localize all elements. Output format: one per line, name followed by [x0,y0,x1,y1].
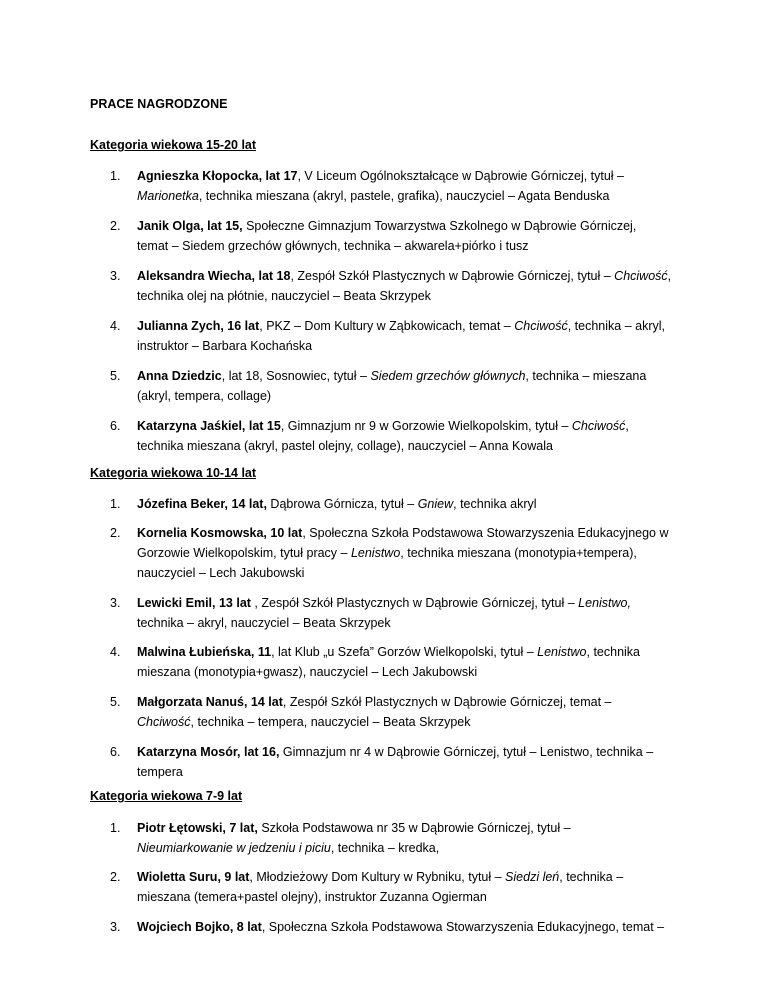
list-item-text [137,523,697,583]
work-title: Chciwość [571,419,626,433]
list-item-number: 1. [110,821,121,835]
work-title: Marionetka [137,189,199,203]
text-line [137,712,697,732]
text-segment: , Gimnazjum nr 9 w Gorzowie Wielkopolskim, tytuł – [280,419,572,433]
text-segment: , Społeczna Szkoła Podstawowa Stowarzyszenia Edukacyjnego, temat – [261,920,665,934]
list-item-text [137,266,697,306]
list-item-text [137,917,697,937]
text-segment: (akryl, tempera, collage) [137,389,272,403]
list-item-number: 4. [110,645,121,659]
author-name: Małgorzata Nanuś, 14 lat [137,695,283,709]
list-item-text [137,818,697,858]
text-segment: Gorzowie Wielkopolskim, tytuł pracy – [137,546,351,560]
author-name: Anna Dziedzic [137,369,222,383]
category-heading: Kategoria wiekowa 15-20 lat [90,138,257,152]
text-line [137,692,697,712]
text-segment: nauczyciel – Lech Jakubowski [137,566,305,580]
text-segment: instruktor – Barbara Kochańska [137,339,313,353]
text-line [137,186,697,206]
text-line [137,436,697,456]
text-segment: technika olej na płótnie, nauczyciel – Beata Skrzypek [137,289,431,303]
text-line [137,316,697,336]
text-line [137,593,697,613]
text-segment: , lat 18, Sosnowiec, tytuł – [221,369,371,383]
list-item-number: 2. [110,219,121,233]
page-title: PRACE NAGRODZONE [90,97,228,111]
text-segment: , technika – [559,870,624,884]
text-segment: , V Liceum Ogólnokształcące w Dąbrowie Górniczej, tytuł – [297,169,625,183]
list-item-number: 5. [110,695,121,709]
list-item-number: 4. [110,319,121,333]
text-segment: , technika mieszana (akryl, pastele, grafika), nauczyciel – Agata Benduska [198,189,610,203]
text-segment: Gimnazjum nr 4 w Dąbrowie Górniczej, tytuł – Lenistwo, technika – [279,745,654,759]
list-item-text [137,642,697,682]
work-title: Chciwość [137,715,191,729]
list-item-number: 2. [110,870,121,884]
author-name: Lewicki Emil, 13 lat [137,596,251,610]
work-title: Chciwość [614,269,668,283]
text-segment: , technika – tempera, nauczyciel – Beata Skrzypek [190,715,471,729]
text-segment: Szkoła Podstawowa nr 35 w Dąbrowie Górniczej, tytuł – [257,821,571,835]
list-item-number: 6. [110,419,121,433]
list-item-number: 2. [110,526,121,540]
text-segment: , technika – mieszana [525,369,647,383]
list-item-text [137,742,697,782]
text-line [137,613,697,633]
text-segment: Społeczne Gimnazjum Towarzystwa Szkolnego w Dąbrowie Górniczej, [242,219,637,233]
author-name: Agnieszka Kłopocka, lat 17 [137,169,298,183]
text-line [137,887,697,907]
text-line [137,494,697,514]
text-line [137,642,697,662]
work-title: Siedem grzechów głównych [370,369,526,383]
text-line [137,742,697,762]
list-item-text [137,366,697,406]
text-line [137,236,697,256]
text-segment: , Młodzieżowy Dom Kultury w Rybniku, tytuł – [249,870,506,884]
category-heading: Kategoria wiekowa 7-9 lat [90,789,243,803]
text-line [137,216,697,236]
author-name: Józefina Beker, 14 lat, [137,497,267,511]
text-line [137,543,697,563]
text-line [137,867,697,887]
text-segment: Dąbrowa Górnicza, tytuł – [266,497,418,511]
text-segment: , technika mieszana (monotypia+tempera), [400,546,637,560]
list-item-number: 6. [110,745,121,759]
text-line [137,762,697,782]
text-line [137,818,697,838]
category-heading: Kategoria wiekowa 10-14 lat [90,466,257,480]
text-line [137,166,697,186]
author-name: Malwina Łubieńska, 11 [137,645,272,659]
list-item-text [137,692,697,732]
list-item-number: 5. [110,369,121,383]
author-name: Kornelia Kosmowska, 10 lat [137,526,303,540]
text-segment: mieszana (temera+pastel olejny), instruktor Zuzanna Ogierman [137,890,487,904]
text-line [137,563,697,583]
list-item-number: 1. [110,497,121,511]
work-title: Gniew [417,497,454,511]
list-item-number: 3. [110,920,121,934]
list-item-text [137,593,697,633]
text-segment: , Zespół Szkół Plastycznych w Dąbrowie Górniczej, tytuł – [290,269,615,283]
author-name: Katarzyna Jaśkiel, lat 15 [137,419,281,433]
text-line [137,286,697,306]
text-segment: , PKZ – Dom Kultury w Ząbkowicach, temat – [259,319,515,333]
text-segment: , technika [586,645,641,659]
work-title: Lenistwo [537,645,587,659]
author-name: Katarzyna Mosór, lat 16, [137,745,280,759]
text-segment: , technika – kredka, [330,841,440,855]
text-segment: tempera [137,765,183,779]
work-title: Nieumiarkowanie w jedzeniu i piciu [137,841,331,855]
list-item-number: 3. [110,596,121,610]
text-line [137,416,697,436]
list-item-number: 3. [110,269,121,283]
text-segment: , [625,419,629,433]
text-segment: , lat Klub „u Szefa” Gorzów Wielkopolski, tytuł – [271,645,538,659]
author-name: Aleksandra Wiecha, lat 18 [137,269,291,283]
text-line [137,523,697,543]
text-line [137,917,697,937]
text-segment: temat – Siedem grzechów głównych, technika – akwarela+piórko i tusz [137,239,529,253]
text-segment: , technika akryl [453,497,537,511]
author-name: Wojciech Bojko, 8 lat [137,920,262,934]
text-segment: , technika – akryl, [567,319,665,333]
list-item-text [137,494,697,514]
author-name: Wioletta Suru, 9 lat [137,870,250,884]
list-item-number: 1. [110,169,121,183]
list-item-text [137,867,697,907]
text-line [137,266,697,286]
list-item-text [137,416,697,456]
text-segment: mieszana (monotypia+gwasz), nauczyciel – Lech Jakubowski [137,665,478,679]
text-segment: , Społeczna Szkoła Podstawowa Stowarzyszenia Edukacyjnego w [302,526,669,540]
author-name: Julianna Zych, 16 lat [137,319,260,333]
text-line [137,838,697,858]
author-name: Piotr Łętowski, 7 lat, [137,821,258,835]
list-item-text [137,166,697,206]
text-segment: , Zespół Szkół Plastycznych w Dąbrowie Górniczej, tytuł – [250,596,579,610]
list-item-text [137,316,697,356]
text-segment: , [667,269,672,283]
text-segment: , Zespół Szkół Plastycznych w Dąbrowie Górniczej, temat – [282,695,612,709]
work-title: Chciwość [514,319,568,333]
work-title: Lenistwo [350,546,401,560]
text-line [137,386,697,406]
author-name: Janik Olga, lat 15, [137,219,243,233]
text-line [137,336,697,356]
text-line [137,662,697,682]
text-segment: technika mieszana (akryl, pastel olejny, collage), nauczyciel – Anna Kowala [137,439,553,453]
list-item-text [137,216,697,256]
work-title: Lenistwo, [578,596,631,610]
text-line [137,366,697,386]
work-title: Siedzi leń [505,870,560,884]
text-segment: technika – akryl, nauczyciel – Beata Skrzypek [137,616,391,630]
